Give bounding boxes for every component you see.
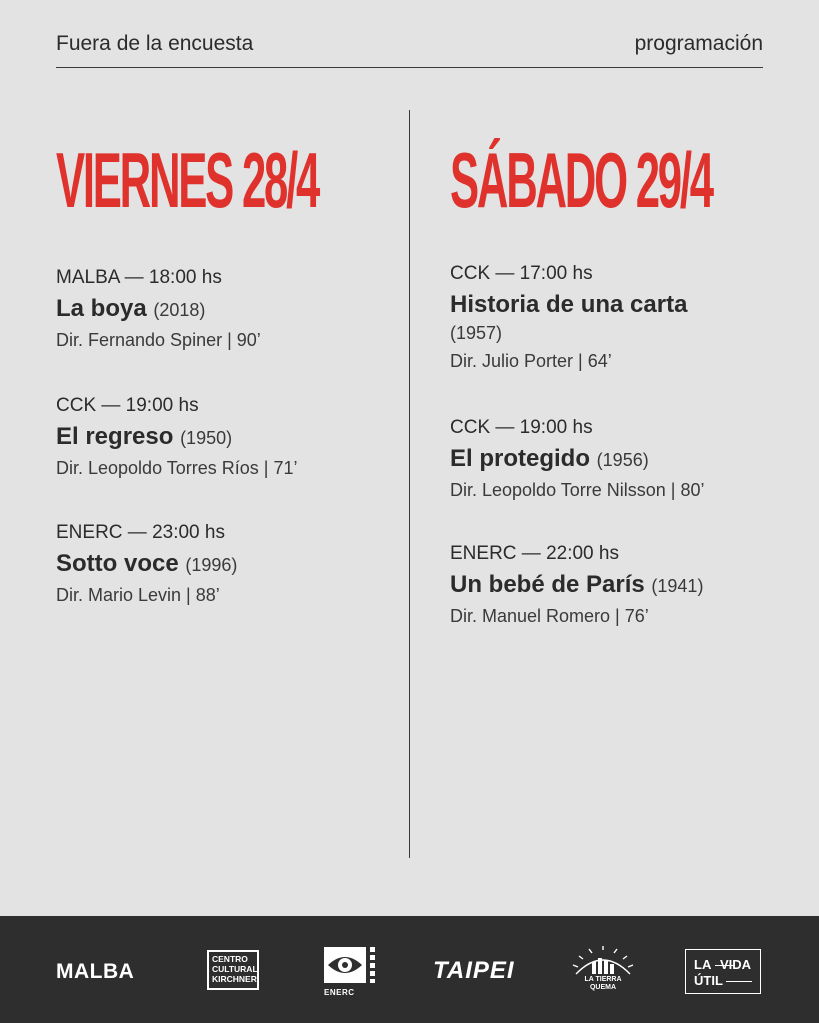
la-vida-util-logo [685,949,761,994]
sponsors-footer [0,916,819,1023]
event-venue-time: ENERC — 23:00 hs [56,522,225,543]
film-title: El protegido [450,445,590,472]
header-section: programación [634,32,763,55]
enerc-logo-text: ENERC [324,988,355,997]
film-title: La boya [56,295,147,322]
film-director: Dir. Mario Levin | 88’ [56,585,220,605]
cck-logo [207,950,259,990]
film-year: (1950) [180,428,233,448]
film-year: (1957) [450,323,503,343]
column-divider [409,110,410,858]
vida-logo-rule [726,981,752,982]
event-item [56,394,297,480]
event-item [56,266,261,352]
event-venue-time: MALBA — 18:00 hs [56,267,222,288]
film-director: Dir. Julio Porter | 64’ [450,351,612,371]
event-item [56,521,237,607]
event-item [450,416,704,502]
film-director: Dir. Leopoldo Torres Ríos | 71’ [56,458,298,478]
sun-rays-icon [572,946,634,976]
event-title-line [56,422,297,453]
tierra-logo-line: QUEMA [589,984,617,991]
la-tierra-quema-logo [572,946,634,998]
header-title: Fuera de la encuesta [56,32,254,55]
day-column-friday [56,136,396,605]
cck-logo-line: CENTRO [212,954,248,964]
tierra-logo-text [572,976,634,992]
film-year: (1941) [651,576,704,596]
event-venue-time: CCK — 19:00 hs [56,395,199,416]
film-title: El regreso [56,423,174,450]
enerc-logo [324,947,378,995]
event-title-line [450,444,704,475]
page-header [56,28,763,68]
film-year: (2018) [153,300,206,320]
event-item [450,542,703,628]
tierra-logo-line: LA TIERRA [584,976,622,983]
taipei-logo: TAIPEI [433,957,515,984]
film-director: Dir. Manuel Romero | 76’ [450,606,649,626]
vida-logo-vida: VIDA [719,957,751,972]
event-title-line [450,570,703,601]
event-title-line [450,290,687,346]
film-title: Un bebé de París [450,571,645,598]
cck-logo-line: CULTURAL [212,964,258,974]
malba-logo: MALBA [56,960,135,983]
vida-logo-la: LA [694,957,712,972]
film-year: (1996) [185,555,238,575]
vida-logo-util: ÚTIL [694,973,723,988]
event-item [450,262,687,373]
film-director: Dir. Fernando Spiner | 90’ [56,330,261,350]
film-title: Sotto voce [56,550,179,577]
film-director: Dir. Leopoldo Torre Nilsson | 80’ [450,480,705,500]
cck-logo-line: KIRCHNER [212,974,257,984]
day-heading: SÁBADO 29/4 [450,136,712,224]
event-venue-time: ENERC — 22:00 hs [450,543,619,564]
day-heading: VIERNES 28/4 [56,136,319,224]
event-venue-time: CCK — 17:00 hs [450,263,593,284]
event-venue-time: CCK — 19:00 hs [450,417,593,438]
film-year: (1956) [596,450,649,470]
film-title: Historia de una carta [450,291,688,318]
day-column-saturday [450,136,790,626]
event-title-line [56,294,261,325]
enerc-eye-icon [324,947,378,987]
event-title-line [56,549,237,580]
